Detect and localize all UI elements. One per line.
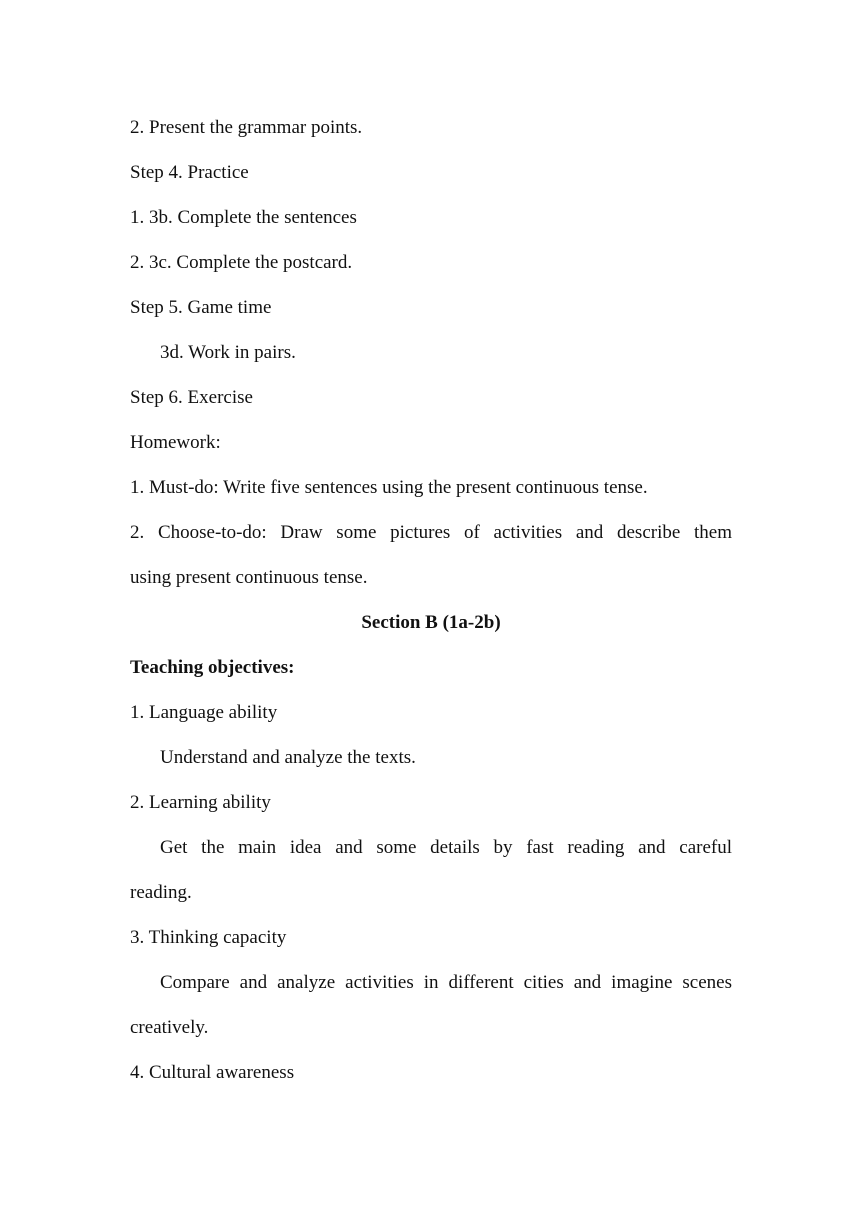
objective-heading: 4. Cultural awareness xyxy=(130,1062,295,1083)
text-line: Compare and analyze activities in different cities and imagine scenes xyxy=(160,972,732,993)
section-title: Section B (1a-2b) xyxy=(361,612,501,633)
objective-heading: 2. Learning ability xyxy=(130,792,271,813)
text-line: 3d. Work in pairs. xyxy=(160,342,296,363)
document-body xyxy=(130,105,732,1095)
text-line: 1. 3b. Complete the sentences xyxy=(130,207,357,228)
text-line: 1. Must-do: Write five sentences using the present continuous tense. xyxy=(130,477,648,498)
text-line: Understand and analyze the texts. xyxy=(160,747,416,768)
step-heading: Step 5. Game time xyxy=(130,297,272,318)
text-line: creatively. xyxy=(130,1017,209,1038)
text-line: reading. xyxy=(130,882,192,903)
text-line: Get the main idea and some details by fast reading and careful xyxy=(160,837,732,858)
text-line: 2. Choose-to-do: Draw some pictures of activities and describe them xyxy=(130,522,732,543)
text-line: using present continuous tense. xyxy=(130,567,368,588)
step-heading: Step 4. Practice xyxy=(130,162,249,183)
objective-heading: 1. Language ability xyxy=(130,702,278,723)
homework-heading: Homework: xyxy=(130,432,221,453)
text-line: 2. 3c. Complete the postcard. xyxy=(130,252,353,273)
objective-heading: 3. Thinking capacity xyxy=(130,927,287,948)
text-line: 2. Present the grammar points. xyxy=(130,117,363,138)
step-heading: Step 6. Exercise xyxy=(130,387,253,408)
objectives-heading: Teaching objectives: xyxy=(130,657,295,678)
